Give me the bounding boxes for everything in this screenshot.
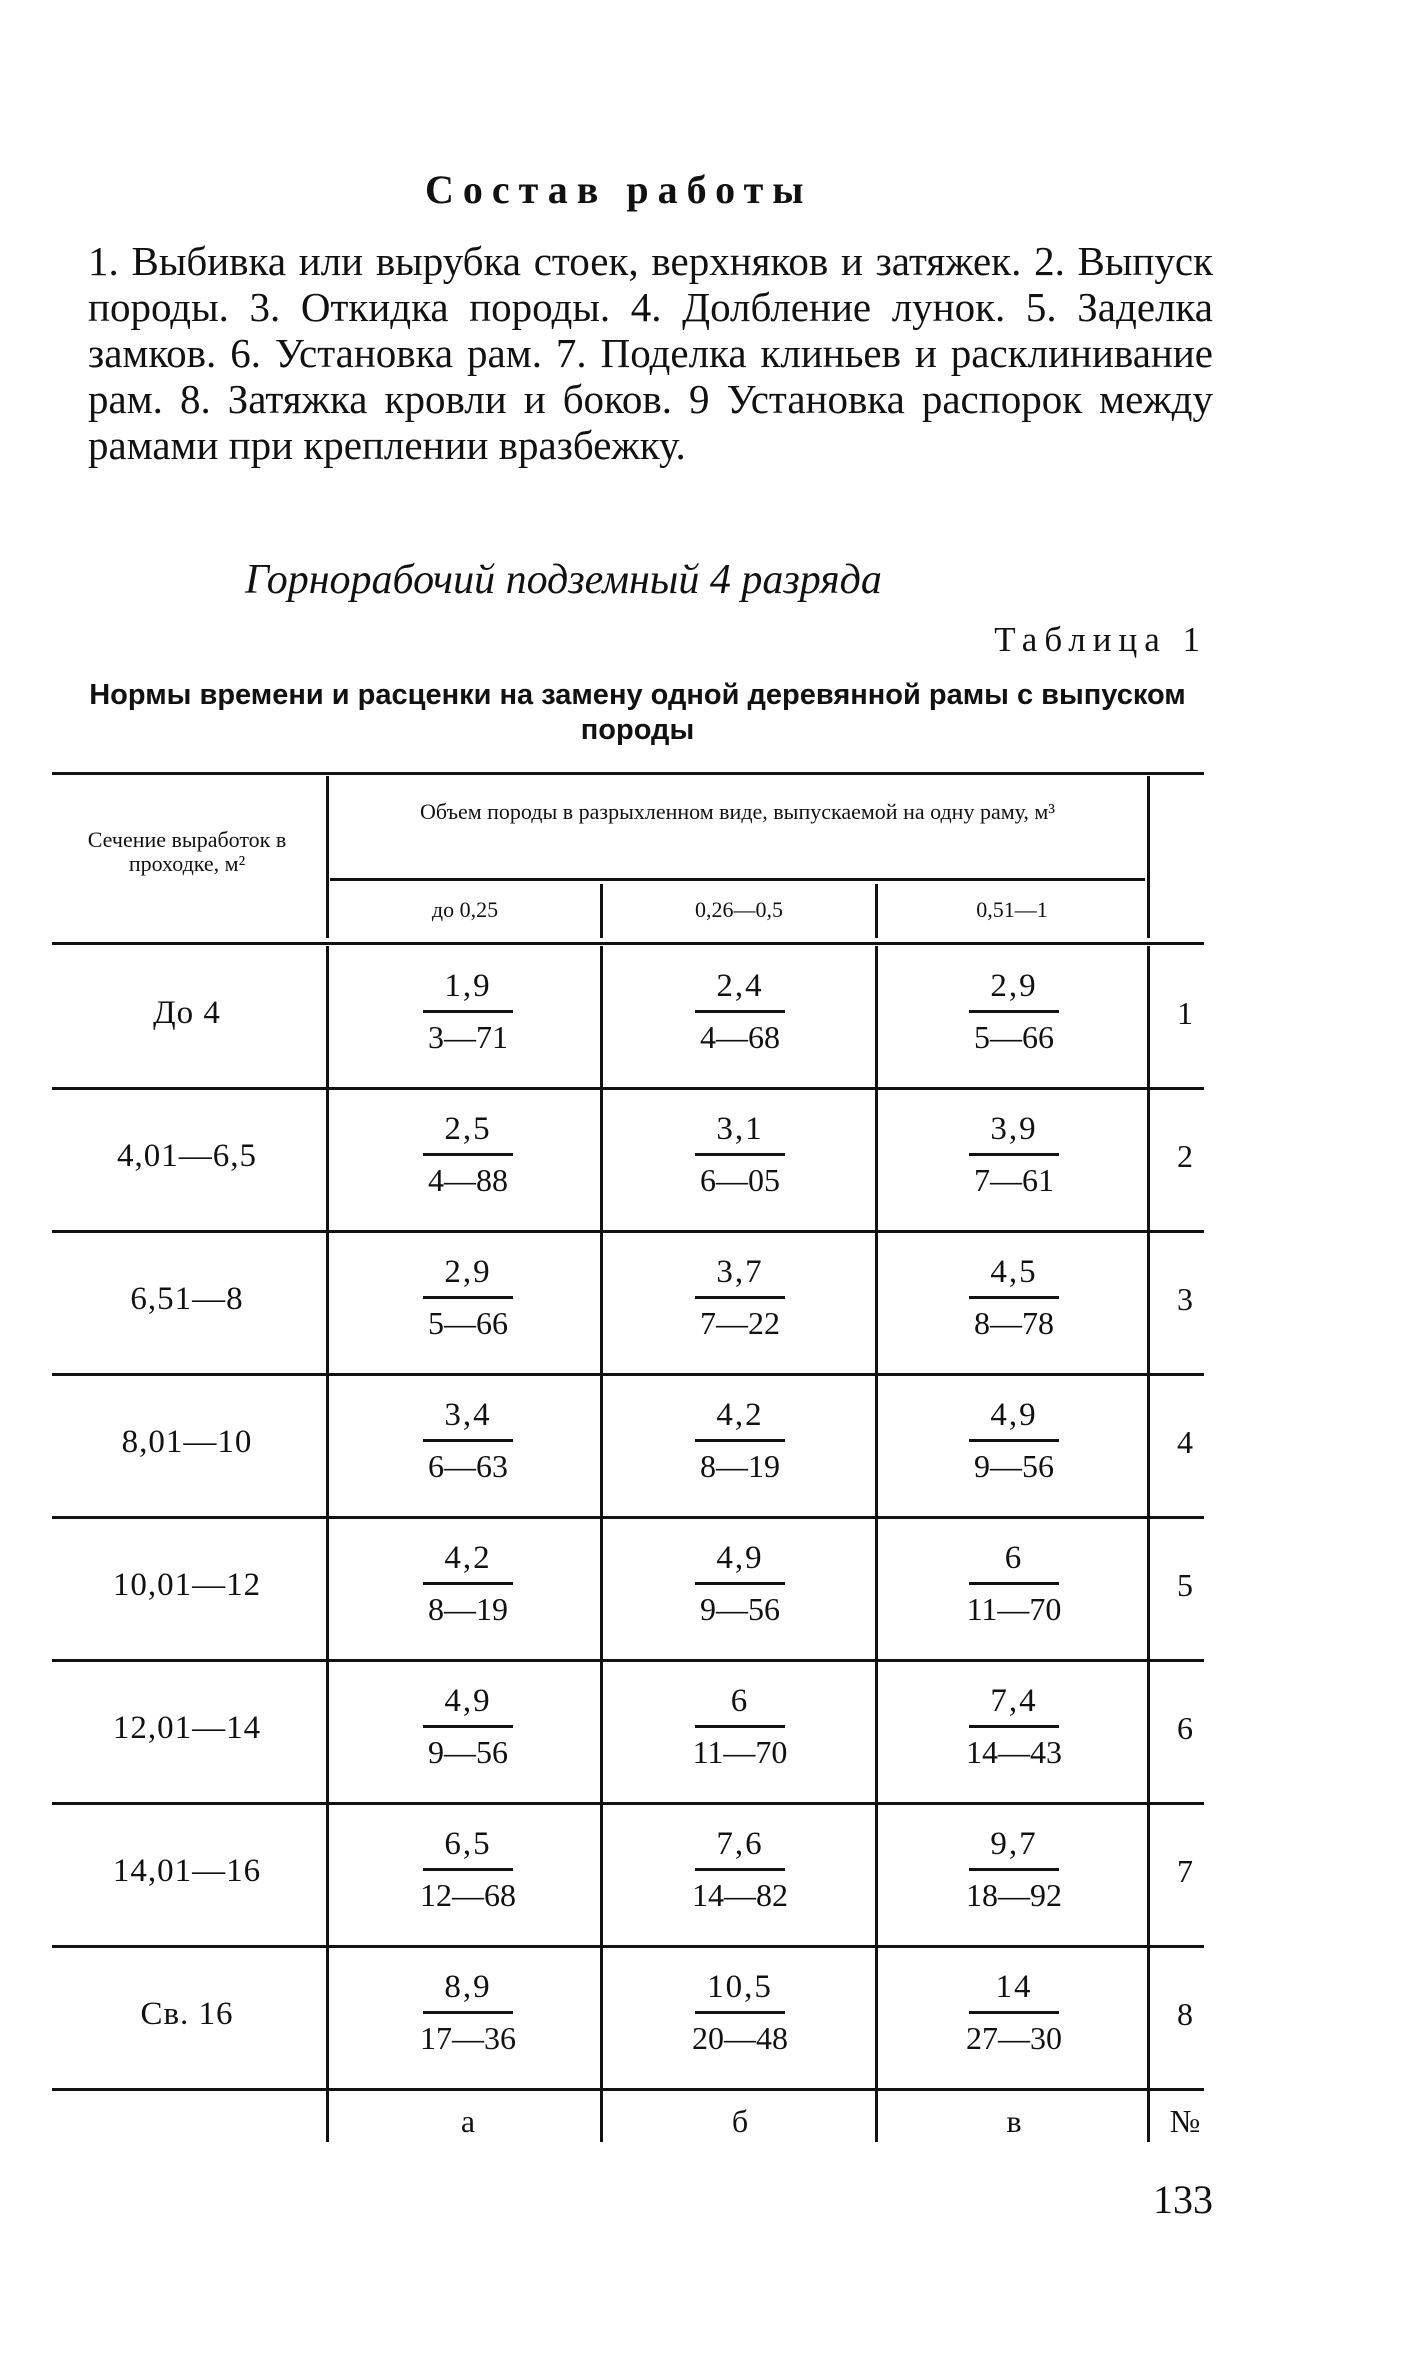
rate-cell xyxy=(408,966,528,1057)
fraction-bar xyxy=(423,1439,513,1442)
price-rate: 20—48 xyxy=(692,2020,788,2056)
rate-cell xyxy=(408,1538,528,1629)
price-rate: 6—63 xyxy=(428,1448,508,1484)
work-composition-paragraph: 1. Выбивка или вырубка стоек, верхняков и затяжек. 2. Выпуск породы. 3. Откидка породы. 4. Долбление лунок. 5. Заделка замков. 6. Установка рам. 7. Поделка клиньев и расклинивание рам. 8. Затяжка кровли и боков. 9 Установка распорок между рамами при креплении вразбежку. xyxy=(88,238,1213,468)
rate-cell xyxy=(954,1252,1074,1343)
time-norm: 2,4 xyxy=(716,968,764,1004)
fraction-bar xyxy=(969,1868,1059,1871)
row-number: 6 xyxy=(1177,1710,1193,1746)
time-norm: 6 xyxy=(1004,1540,1024,1576)
row-number: 4 xyxy=(1177,1424,1193,1460)
fraction-bar xyxy=(969,1296,1059,1299)
row-label: Св. 16 xyxy=(140,1996,234,2032)
price-rate: 14—82 xyxy=(692,1877,788,1913)
rate-cell xyxy=(408,1109,528,1200)
price-rate: 8—78 xyxy=(974,1305,1054,1341)
section-column-header: Сечение выработок в проходке, м² xyxy=(87,827,287,876)
rate-cell xyxy=(408,1824,528,1915)
fraction-bar xyxy=(695,1010,785,1013)
time-norm: 2,9 xyxy=(444,1254,492,1290)
time-norm: 2,5 xyxy=(444,1111,492,1147)
rate-cell xyxy=(680,1252,800,1343)
table-bottom-rule xyxy=(52,2088,1204,2091)
table-number: Таблица 1 xyxy=(994,620,1207,659)
time-norm: 4,2 xyxy=(716,1397,764,1433)
fraction-bar xyxy=(969,1439,1059,1442)
header-bottom-rule xyxy=(52,942,1204,945)
time-norm: 4,9 xyxy=(716,1540,764,1576)
fraction-bar xyxy=(695,1296,785,1299)
row-rule xyxy=(52,1230,1204,1233)
table-title: Нормы времени и расценки на замену одной деревянной рамы с выпуском породы xyxy=(89,679,1186,746)
fraction-bar xyxy=(423,1296,513,1299)
rate-cell xyxy=(680,1824,800,1915)
fraction-bar xyxy=(423,1582,513,1585)
fraction-bar xyxy=(969,2011,1059,2014)
rate-cell xyxy=(680,966,800,1057)
row-number: 3 xyxy=(1177,1281,1193,1317)
fraction-bar xyxy=(695,2011,785,2014)
row-label: 10,01—12 xyxy=(112,1567,262,1603)
time-norm: 14 xyxy=(995,1969,1033,2005)
header-divider-right xyxy=(1147,776,1150,938)
column-rule xyxy=(875,946,878,2142)
rate-cell xyxy=(954,1395,1074,1486)
row-number: 5 xyxy=(1177,1567,1193,1603)
price-rate: 18—92 xyxy=(966,1877,1062,1913)
time-norm: 6 xyxy=(730,1683,750,1719)
price-rate: 27—30 xyxy=(966,2020,1062,2056)
rate-cell xyxy=(954,1681,1074,1772)
time-norm: 3,7 xyxy=(716,1254,764,1290)
rate-cell xyxy=(408,1967,528,2058)
rate-cell xyxy=(408,1681,528,1772)
header-divider-col3 xyxy=(875,884,878,938)
volume-column-header: Объем породы в разрыхленном виде, выпускаемой на одну раму, м³ xyxy=(420,799,1055,824)
fraction-bar xyxy=(969,1010,1059,1013)
column-rule xyxy=(326,946,329,2142)
row-rule xyxy=(52,1945,1204,1948)
column-rule xyxy=(1147,946,1150,2142)
fraction-bar xyxy=(969,1582,1059,1585)
row-rule xyxy=(52,1802,1204,1805)
price-rate: 7—61 xyxy=(974,1162,1054,1198)
time-norm: 3,9 xyxy=(990,1111,1038,1147)
time-norm: 4,9 xyxy=(990,1397,1038,1433)
column-rule xyxy=(600,946,603,2142)
time-norm: 2,9 xyxy=(990,968,1038,1004)
time-norm: 8,9 xyxy=(444,1969,492,2005)
rate-cell xyxy=(680,1395,800,1486)
row-rule xyxy=(52,1659,1204,1662)
price-rate: 17—36 xyxy=(420,2020,516,2056)
price-rate: 6—05 xyxy=(700,1162,780,1198)
section-heading: Состав работы xyxy=(425,167,813,212)
price-rate: 4—88 xyxy=(428,1162,508,1198)
fraction-bar xyxy=(695,1868,785,1871)
time-norm: 1,9 xyxy=(444,968,492,1004)
time-norm: 7,6 xyxy=(716,1826,764,1862)
footer-number-column: № xyxy=(1169,2103,1201,2139)
fraction-bar xyxy=(695,1725,785,1728)
row-rule xyxy=(52,1087,1204,1090)
rate-cell xyxy=(680,1681,800,1772)
time-norm: 7,4 xyxy=(990,1683,1038,1719)
row-label: До 4 xyxy=(153,995,221,1031)
price-rate: 4—68 xyxy=(700,1019,780,1055)
row-label: 8,01—10 xyxy=(121,1424,253,1460)
price-rate: 11—70 xyxy=(966,1591,1062,1627)
rate-cell xyxy=(408,1252,528,1343)
row-label: 6,51—8 xyxy=(130,1281,244,1317)
rate-cell xyxy=(954,966,1074,1057)
footer-column-a: а xyxy=(460,2103,476,2139)
fraction-bar xyxy=(695,1153,785,1156)
header-sub-rule xyxy=(330,878,1145,881)
row-label: 14,01—16 xyxy=(112,1853,262,1889)
price-rate: 8—19 xyxy=(700,1448,780,1484)
header-divider-left xyxy=(326,776,329,938)
fraction-bar xyxy=(423,1868,513,1871)
fraction-bar xyxy=(423,1010,513,1013)
price-rate: 9—56 xyxy=(700,1591,780,1627)
fraction-bar xyxy=(423,1153,513,1156)
row-number: 7 xyxy=(1177,1853,1193,1889)
rate-cell xyxy=(954,1967,1074,2058)
row-number: 2 xyxy=(1177,1138,1193,1174)
price-rate: 14—43 xyxy=(966,1734,1062,1770)
fraction-bar xyxy=(969,1725,1059,1728)
rate-cell xyxy=(954,1538,1074,1629)
price-rate: 9—56 xyxy=(428,1734,508,1770)
time-norm: 3,1 xyxy=(716,1111,764,1147)
fraction-bar xyxy=(695,1582,785,1585)
rate-cell xyxy=(680,1967,800,2058)
row-number: 1 xyxy=(1177,995,1193,1031)
row-label: 4,01—6,5 xyxy=(117,1138,257,1174)
fraction-bar xyxy=(969,1153,1059,1156)
column-header-b: 0,26—0,5 xyxy=(695,897,783,922)
time-norm: 9,7 xyxy=(990,1826,1038,1862)
rate-cell xyxy=(954,1824,1074,1915)
row-rule xyxy=(52,1516,1204,1519)
price-rate: 12—68 xyxy=(420,1877,516,1913)
price-rate: 8—19 xyxy=(428,1591,508,1627)
time-norm: 4,5 xyxy=(990,1254,1038,1290)
price-rate: 9—56 xyxy=(974,1448,1054,1484)
column-header-a: до 0,25 xyxy=(431,897,499,922)
column-header-c: 0,51—1 xyxy=(976,897,1048,922)
fraction-bar xyxy=(695,1439,785,1442)
page-number: 133 xyxy=(1153,2177,1213,2222)
footer-column-c: в xyxy=(1006,2103,1022,2139)
price-rate: 5—66 xyxy=(974,1019,1054,1055)
header-divider-col2 xyxy=(600,884,603,938)
rate-cell xyxy=(680,1109,800,1200)
price-rate: 3—71 xyxy=(428,1019,508,1055)
time-norm: 4,9 xyxy=(444,1683,492,1719)
row-label: 12,01—14 xyxy=(112,1710,262,1746)
time-norm: 4,2 xyxy=(444,1540,492,1576)
row-rule xyxy=(52,1373,1204,1376)
footer-column-b: б xyxy=(731,2103,749,2139)
time-norm: 3,4 xyxy=(444,1397,492,1433)
rate-cell xyxy=(954,1109,1074,1200)
price-rate: 5—66 xyxy=(428,1305,508,1341)
worker-title: Горнорабочий подземный 4 разряда xyxy=(245,557,882,603)
time-norm: 10,5 xyxy=(707,1969,773,2005)
table-top-rule xyxy=(52,772,1204,775)
rate-cell xyxy=(408,1395,528,1486)
fraction-bar xyxy=(423,2011,513,2014)
rate-cell xyxy=(680,1538,800,1629)
price-rate: 7—22 xyxy=(700,1305,780,1341)
price-rate: 11—70 xyxy=(692,1734,788,1770)
fraction-bar xyxy=(423,1725,513,1728)
time-norm: 6,5 xyxy=(444,1826,492,1862)
row-number: 8 xyxy=(1177,1996,1193,2032)
